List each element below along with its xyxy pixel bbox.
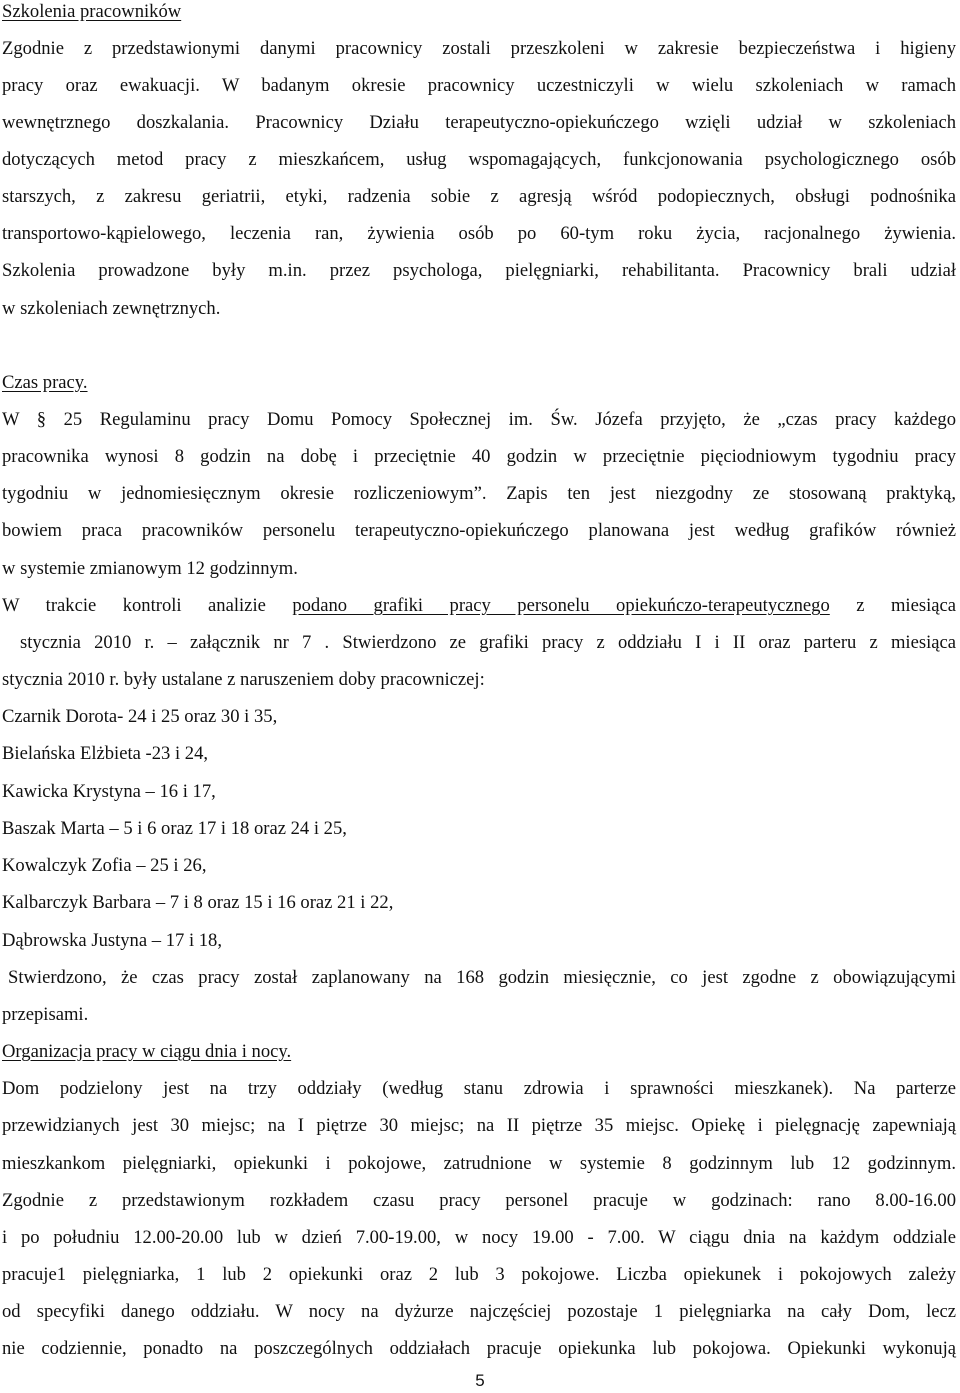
section-heading-working-time: Czas pracy. <box>2 372 88 393</box>
control-line <box>2 595 956 617</box>
paragraph-line: w szkoleniach zewnętrznych. <box>2 298 221 319</box>
paragraph-line: stycznia 2010 r. były ustalane z naruszeniem doby pracowniczej: <box>2 669 485 690</box>
paragraph-line: w systemie zmianowym 12 godzinnym. <box>2 558 298 579</box>
paragraph-line: pracy oraz ewakuacji. W badanym okresie pracownicy uczestniczyli w wielu szkoleniach w ramach <box>2 75 956 96</box>
paragraph-line: W § 25 Regulaminu pracy Domu Pomocy Społecznej im. Św. Józefa przyjęto, że „czas pracy każdego <box>2 409 956 430</box>
paragraph-line: pracownika wynosi 8 godzin na dobę i przeciętnie 40 godzin w przeciętnie pięciodniowym tygodniu pracy <box>2 446 956 467</box>
paragraph-line: przepisami. <box>2 1004 89 1025</box>
employee-list-item: Bielańska Elżbieta -23 i 24, <box>2 743 209 764</box>
paragraph-line: i po południu 12.00-20.00 lub w dzień 7.00-19.00, w nocy 19.00 - 7.00. W ciągu dnia na każdym oddziale <box>2 1227 956 1248</box>
paragraph-line: Szkolenia prowadzone były m.in. przez psychologa, pielęgniarki, rehabilitanta. Pracownicy brali udział <box>2 260 956 281</box>
paragraph-line: transportowo-kąpielowego, leczenia ran, żywienia osób po 60-tym roku życia, racjonalnego żywienia. <box>2 223 956 244</box>
section-heading-training: Szkolenia pracowników <box>2 1 182 22</box>
employee-list-item: Czarnik Dorota- 24 i 25 oraz 30 i 35, <box>2 706 278 727</box>
paragraph-line: wewnętrznego doszkalania. Pracownicy Działu terapeutyczno-opiekuńczego wzięli udział w szkoleniach <box>2 112 956 133</box>
paragraph-line: przewidzianych jest 30 miejsc; na I piętrze 30 miejsc; na II piętrze 35 miejsc. Opiekę i pielęgnację zapewniają <box>2 1115 956 1136</box>
paragraph-line: stycznia 2010 r. – załącznik nr 7 . Stwierdzono ze grafiki pracy z oddziału I i II oraz parteru z miesiąca <box>20 632 956 653</box>
employee-list-item: Kowalczyk Zofia – 25 i 26, <box>2 855 207 876</box>
control-line-end: z miesiąca <box>829 595 956 616</box>
page-number: 5 <box>475 1371 485 1390</box>
control-line-underlined: podano grafiki pracy personelu opiekuńczo-terapeutycznego <box>292 595 830 616</box>
paragraph-line: Stwierdzono, że czas pracy został zaplanowany na 168 godzin miesięcznie, co jest zgodne z obowiązującymi <box>8 967 956 988</box>
paragraph-line: od specyfiki danego oddziału. W nocy na dyżurze najczęściej pozostaje 1 pielęgniarka na cały Dom, lecz <box>2 1301 956 1322</box>
section-heading-work-organization: Organizacja pracy w ciągu dnia i nocy. <box>2 1041 292 1062</box>
employee-list-item: Baszak Marta – 5 i 6 oraz 17 i 18 oraz 24 i 25, <box>2 818 347 839</box>
paragraph-line: Dom podzielony jest na trzy oddziały (według stanu zdrowia i sprawności mieszkanek). Na parterze <box>2 1078 956 1099</box>
employee-list-item: Kalbarczyk Barbara – 7 i 8 oraz 15 i 16 oraz 21 i 22, <box>2 892 394 913</box>
paragraph-line: tygodniu w jednomiesięcznym okresie rozliczeniowym”. Zapis ten jest niezgodny ze stosowaną praktyką, <box>2 483 956 504</box>
control-line-start: W trakcie kontroli analizie <box>2 595 293 616</box>
paragraph-line: Zgodnie z przedstawionym rozkładem czasu pracy personel pracuje w godzinach: rano 8.00-16.00 <box>2 1190 956 1211</box>
employee-list-item: Kawicka Krystyna – 16 i 17, <box>2 781 216 802</box>
paragraph-line: dotyczących metod pracy z mieszkańcem, usług wspomagających, funkcjonowania psychologicznego osób <box>2 149 956 170</box>
paragraph-line: nie codziennie, ponadto na poszczególnych oddziałach pracuje opiekunka lub pokojowa. Opiekunki wykonują <box>2 1338 956 1359</box>
paragraph-line: Zgodnie z przedstawionymi danymi pracownicy zostali przeszkoleni w zakresie bezpieczeństwa i higieny <box>2 38 956 59</box>
paragraph-line: starszych, z zakresu geriatrii, etyki, radzenia sobie z agresją wśród podopiecznych, obsługi podnośnika <box>2 186 956 207</box>
paragraph-line: pracuje1 pielęgniarka, 1 lub 2 opiekunki oraz 2 lub 3 pokojowe. Liczba opiekunek i pokojowych zależy <box>2 1264 956 1285</box>
paragraph-line: bowiem praca pracowników personelu terapeutyczno-opiekuńczego planowana jest według grafików również <box>2 520 956 541</box>
employee-list-item: Dąbrowska Justyna – 17 i 18, <box>2 930 223 951</box>
paragraph-line: mieszkankom pielęgniarki, opiekunki i pokojowe, zatrudnione w systemie 8 godzinnym lub 12 godzinnym. <box>2 1153 956 1174</box>
